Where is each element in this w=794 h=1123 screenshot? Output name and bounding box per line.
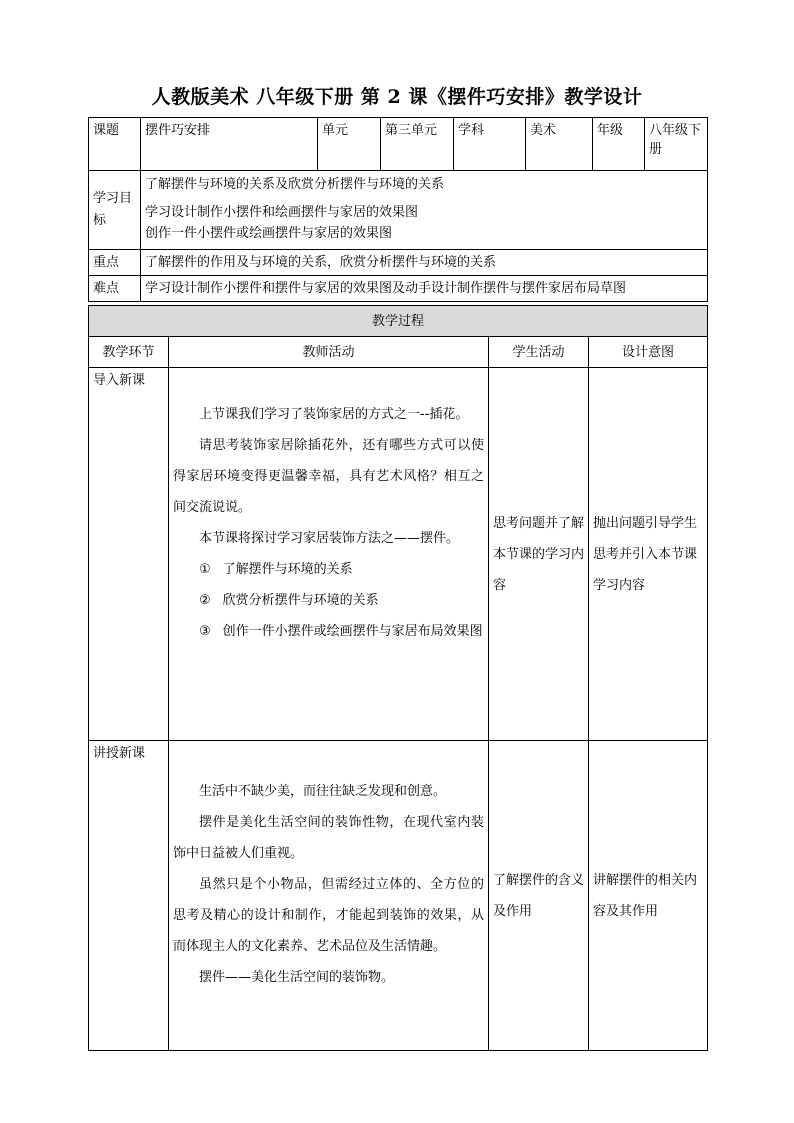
key-points-text: 了解摆件的作用及与环境的关系，欣赏分析摆件与环境的关系	[141, 250, 708, 276]
student-activity-cell	[489, 741, 589, 1051]
design-intent-cell	[589, 368, 708, 741]
list-text: 了解摆件与环境的关系	[222, 562, 353, 577]
teacher-paragraph: 摆件是美化生活空间的装饰性物，在现代室内装饰中日益被人们重视。	[173, 815, 484, 861]
goal-item: 了解摆件与环境的关系及欣赏分析摆件与环境的关系	[145, 177, 445, 192]
column-header: 设计意图	[589, 337, 708, 368]
unit-value: 第三单元	[381, 118, 454, 171]
list-marker: ②	[199, 593, 211, 608]
subject-label: 学科	[454, 118, 526, 171]
list-text: 欣赏分析摆件与环境的关系	[222, 593, 379, 608]
list-text: 创作一件小摆件或绘画摆件与家居布局效果图	[222, 624, 483, 639]
student-activity-cell	[489, 368, 589, 741]
teacher-paragraph: 上节课我们学习了装饰家居的方式之一--插花。	[199, 407, 469, 422]
design-intent-cell	[589, 741, 708, 1051]
teacher-paragraph: 请思考装饰家居除插花外，还有哪些方式可以使得家居环境变得更温馨幸福，具有艺术风格？相互之间交流说说。	[173, 438, 484, 515]
list-marker: ①	[199, 562, 211, 577]
key-points-label: 重点	[89, 250, 141, 276]
goal-item: 学习设计制作小摆件和绘画摆件与家居的效果图	[145, 205, 419, 220]
student-activity-text: 了解摆件的含义及作用	[493, 872, 585, 919]
unit-label: 单元	[318, 118, 381, 171]
teacher-activity-cell	[169, 741, 489, 1051]
difficulties-text: 学习设计制作小摆件和摆件与家居的效果图及动手设计制作摆件与摆件家居布局草图	[141, 276, 708, 302]
goals-label: 学习目标	[89, 171, 141, 250]
grade-value: 八年级下册	[645, 118, 708, 171]
lesson-info-table	[88, 117, 708, 302]
student-activity-text: 思考问题并了解本节课的学习内容	[493, 515, 585, 593]
design-intent-text: 讲解摆件的相关内容及其作用	[593, 872, 698, 919]
teacher-list-item	[173, 585, 484, 616]
page-title: 人教版美术 八年级下册 第 2 课《摆件巧安排》教学设计	[151, 86, 643, 108]
process-header: 教学过程	[89, 306, 708, 337]
column-header: 学生活动	[489, 337, 589, 368]
teacher-paragraph: 摆件——美化生活空间的装饰物。	[199, 970, 395, 985]
goals-content	[141, 171, 708, 250]
teacher-paragraph: 生活中不缺少美，而往往缺乏发现和创意。	[199, 784, 447, 799]
teaching-process-table	[88, 305, 708, 1051]
list-marker: ③	[199, 624, 211, 639]
column-header: 教师活动	[169, 337, 489, 368]
teacher-list-item	[173, 616, 484, 647]
topic-value: 摆件巧安排	[141, 118, 318, 171]
grade-label: 年级	[593, 118, 645, 171]
teacher-paragraph: 本节课将探讨学习家居装饰方法之——摆件。	[199, 531, 460, 546]
difficulties-label: 难点	[89, 276, 141, 302]
teacher-activity-cell	[169, 368, 489, 741]
teacher-list-item	[173, 554, 484, 585]
topic-label: 课题	[89, 118, 141, 171]
column-header: 教学环节	[89, 337, 169, 368]
design-intent-text: 抛出问题引导学生思考并引入本节课学习内容	[593, 515, 698, 593]
teacher-paragraph: 虽然只是个小物品，但需经过立体的、全方位的思考及精心的设计和制作，才能起到装饰的效果，从而体现主人的文化素养、艺术品位及生活情趣。	[173, 877, 484, 954]
subject-value: 美术	[526, 118, 593, 171]
stage-cell: 讲授新课	[89, 741, 169, 1051]
stage-cell: 导入新课	[89, 368, 169, 741]
goal-item: 创作一件小摆件或绘画摆件与家居的效果图	[145, 226, 393, 241]
